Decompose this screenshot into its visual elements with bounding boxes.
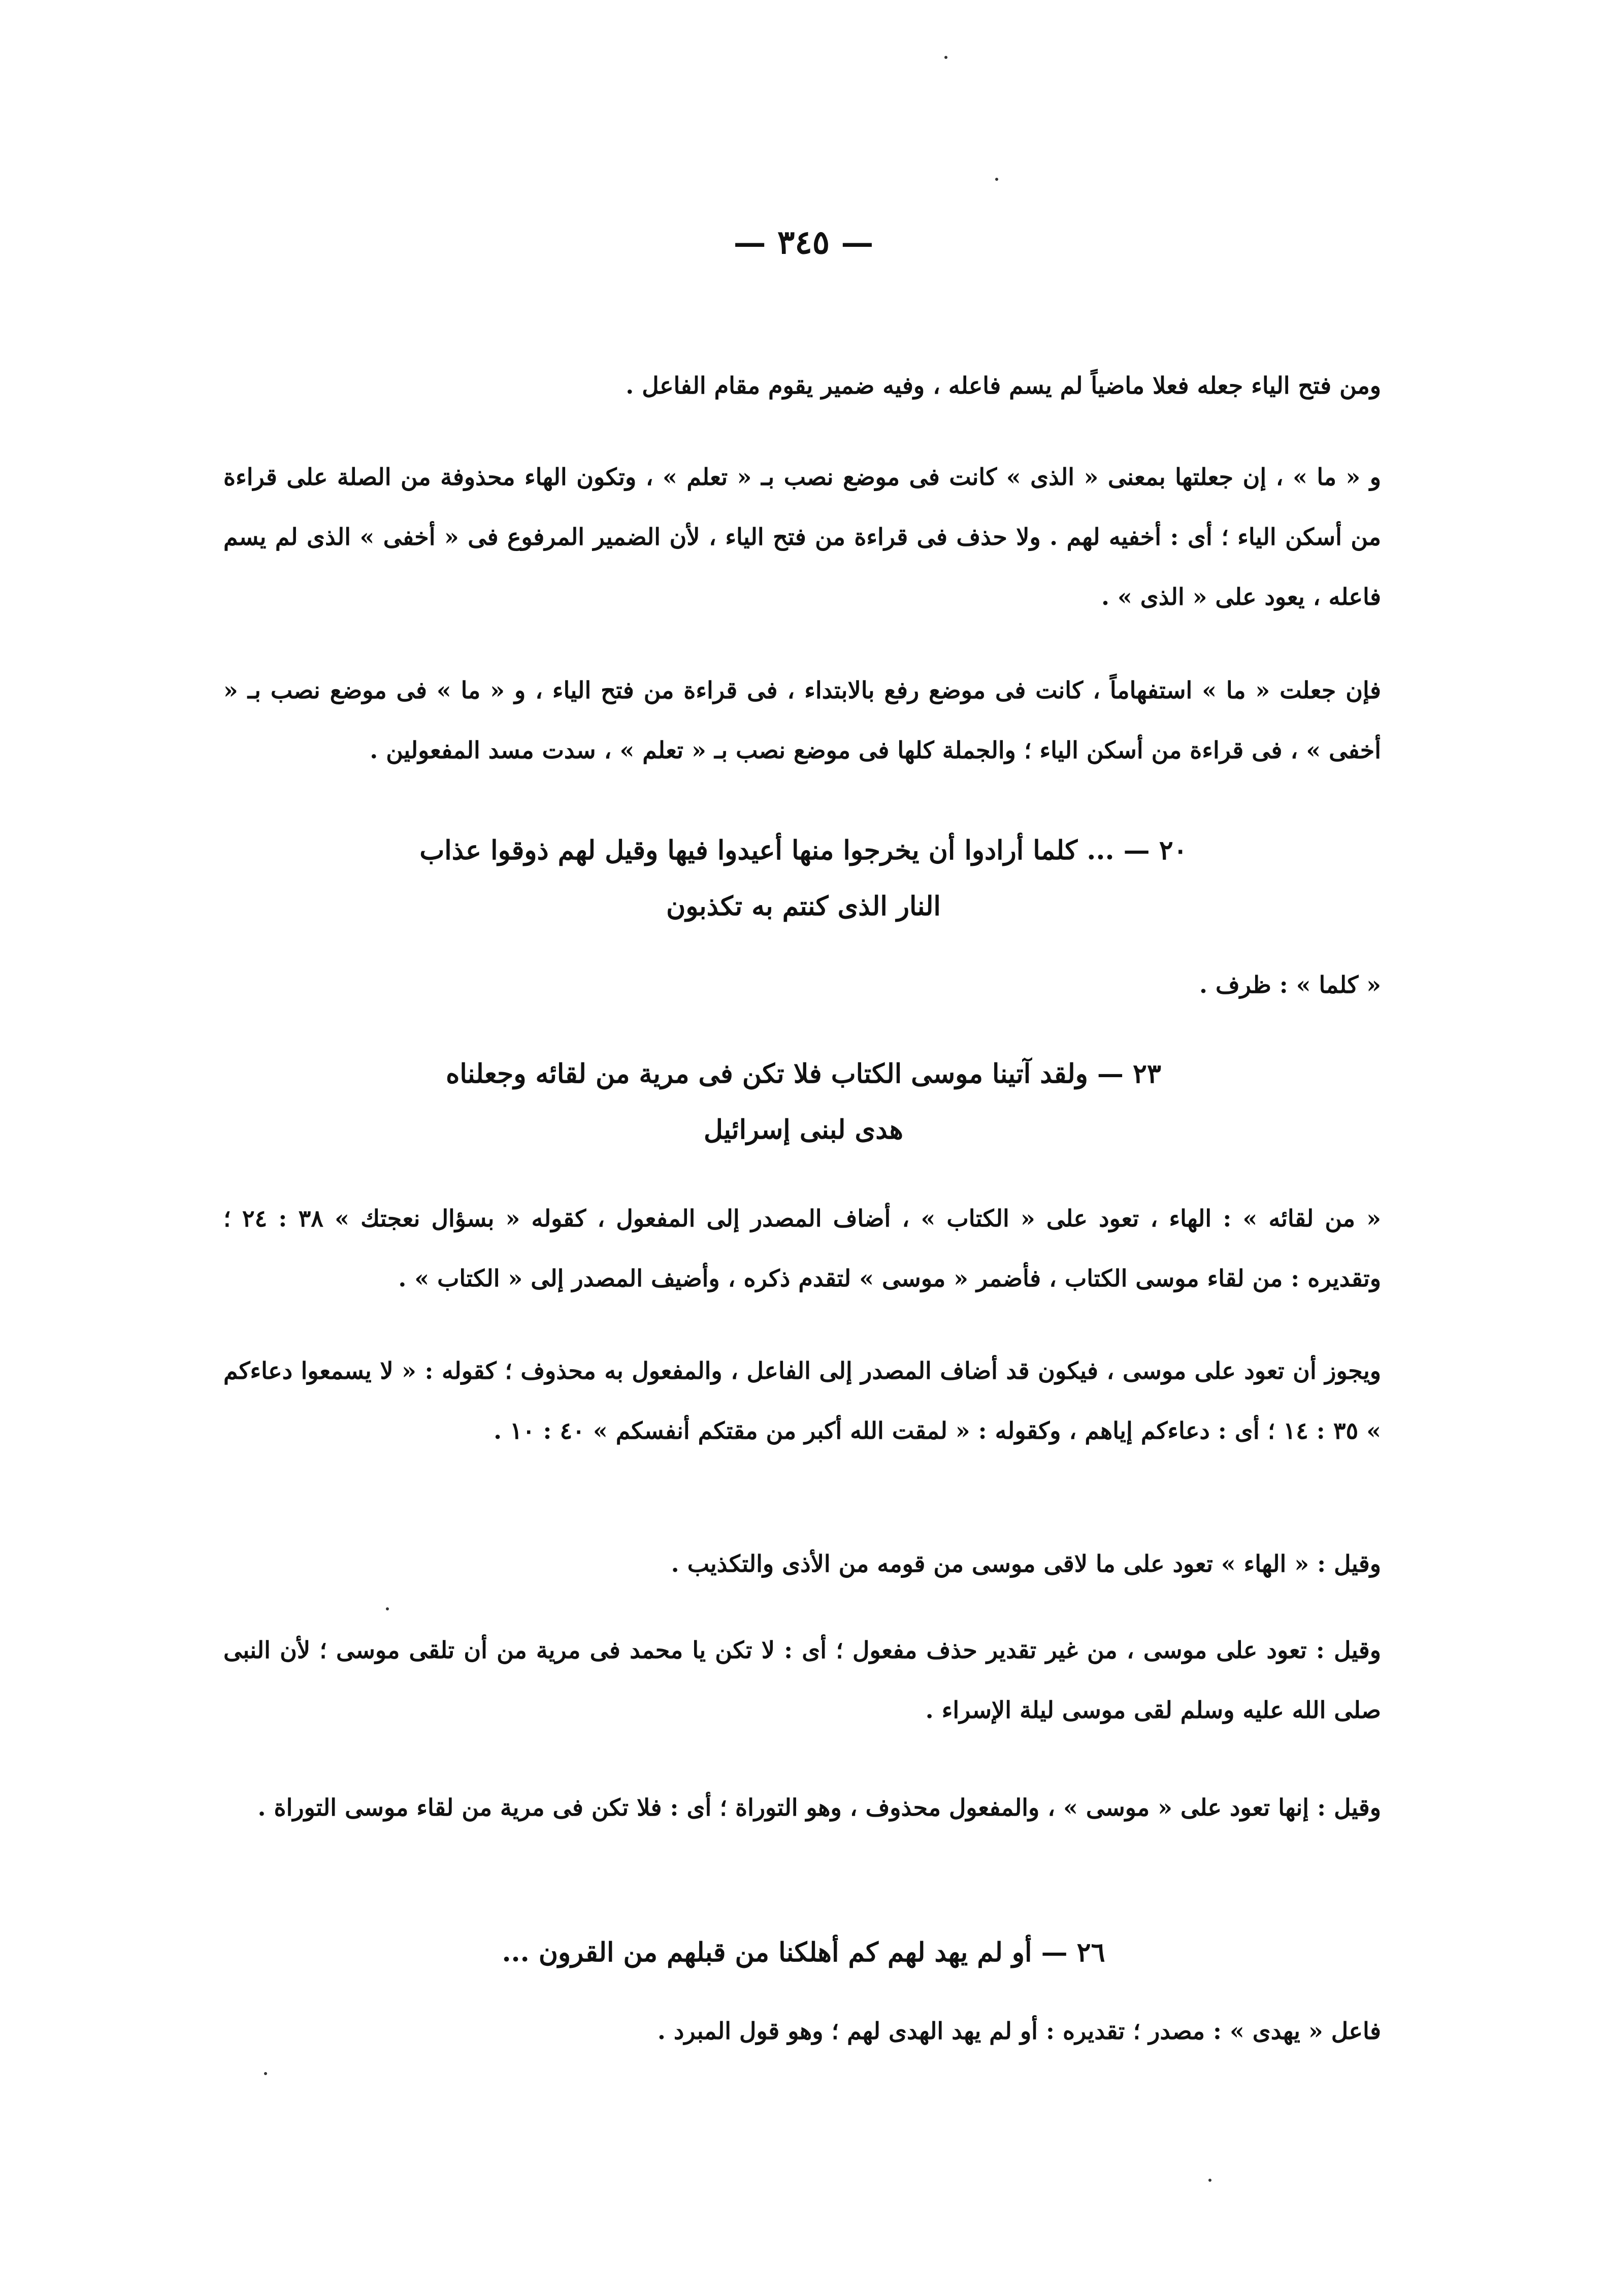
paragraph: ويجوز أن تعود على موسى ، فيكون قد أضاف المصدر إلى الفاعل ، والمفعول به محذوف ؛ كقوله : « لا يسمعوا دعاءكم » ٣٥ : ١٤ ؛ أى : دعاءكم إياهم ، وكقوله : « لمقت الله أكبر من مقتكم أنفسكم » ٤٠ : ١٠ . [223,1357,1381,1444]
verse-line: ٢٣ — ولقد آتينا موسى الكتاب فلا تكن فى مرية من لقائه وجعلناه [446,1058,1161,1089]
paragraph: وقيل : « الهاء » تعود على ما لاقى موسى من قومه من الأذى والتكذيب . [671,1550,1381,1577]
paragraph: وقيل : تعود على موسى ، من غير تقدير حذف مفعول ؛ أى : لا تكن يا محمد فى مرية من أن تلقى موسى ؛ لأن النبى صلى الله عليه وسلم لقى موسى ليلة الإسراء . [223,1636,1381,1724]
scan-speck [386,1607,389,1610]
page-number: — ٣٤٥ — [733,223,874,262]
scan-speck [944,56,947,59]
paragraph: ومن فتح الياء جعله فعلا ماضياً لم يسم فاعله ، وفيه ضمير يقوم مقام الفاعل . [626,372,1381,399]
scan-speck [264,2072,267,2075]
note-kullama: « كلما » : ظرف . [1199,971,1381,998]
paragraph: « من لقائه » : الهاء ، تعود على « الكتاب » ، أضاف المصدر إلى المفعول ، كقوله « بسؤال نعجتك » ٣٨ : ٢٤ ؛ وتقديره : من لقاء موسى الكتاب ، فأضمر « موسى » لتقدم ذكره ، وأضيف المصدر إلى « الكتاب » . [223,1205,1382,1292]
verse-line: النار الذى كنتم به تكذبون [666,891,941,922]
scan-speck [1208,2179,1211,2182]
paragraph: و « ما » ، إن جعلتها بمعنى « الذى » كانت فى موضع نصب بـ « تعلم » ، وتكون الهاء محذوفة من الصلة على قراءة من أسكن الياء ؛ أى : أخفيه لهم . ولا حذف فى قراءة من فتح الياء ، لأن الضمير المرفوع فى « أخفى » الذى لم يسم فاعله ، يعود على « الذى » . [223,463,1381,610]
paragraph: وقيل : إنها تعود على « موسى » ، والمفعول محذوف ، وهو التوراة ؛ أى : فلا تكن فى مرية من لقاء موسى التوراة . [257,1794,1381,1821]
quran-verse-26 [0,1925,1607,1981]
quran-verse-20 [0,823,1607,934]
scan-speck [995,178,998,181]
note-yahdi: فاعل « يهدى » : مصدر ؛ تقديره : أو لم يهد الهدى لهم ؛ وهو قول المبرد . [657,2017,1381,2045]
verse-line: ٢٦ — أو لم يهد لهم كم أهلكنا من قبلهم من القرون ... [502,1937,1105,1968]
quran-verse-23 [0,1046,1607,1158]
verse-line: هدى لبنى إسرائيل [704,1114,903,1145]
verse-line: ٢٠ — ... كلما أرادوا أن يخرجوا منها أعيدوا فيها وقيل لهم ذوقوا عذاب [419,835,1188,866]
paragraph: فإن جعلت « ما » استفهاماً ، كانت فى موضع رفع بالابتداء ، فى قراءة من فتح الياء ، و « ما » فى موضع نصب بـ « أخفى » ، فى قراءة من أسكن الياء ؛ والجملة كلها فى موضع نصب بـ « تعلم » ، سدت مسد المفعولين . [223,676,1381,764]
